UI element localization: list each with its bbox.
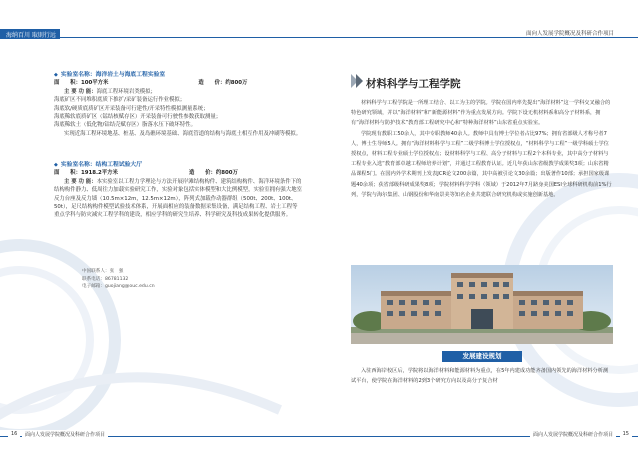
lab-1-func-text: 海底工程环境岩类模拟； — [96, 88, 156, 95]
contact-email: 电子邮箱：guojiang@ouc.edu.cn — [82, 284, 155, 289]
lab-1 — [54, 71, 302, 138]
contact-name: 中国联系人：张 强 — [82, 269, 124, 274]
section-para-2: 学院现有教职工50余人，其中专职教师40余人。教师中具有博士学位者占比97%；拥有省部级人才称号者7人，博士生导师5人。拥有“海洋材料科学与工程”二级学科博士学位授权点，“材料科学与工程”一级学科硕士学位授权点，材料工程专业硕士学位授权点；设材料科学与工程、高分子材料与工程2个本科专业，其中高分子材料与工程专业入选“教育部卓越工程师培养计划”，并通过工程教育认证。近几年获山东省级教学成果奖3项；山东省精品课程5门。在国内外学术期刊上发表JCR论文200余篇，其中高被引论文30余篇；出版著作10部；承担国家级课题40余项；获省部级科研成果奖8项；学院材料科学学科（领域）于2012年7月跻身美国ESI全球科研机构前1%行列，学院与海尔集团、山钢股份和华南景美等知名企业共建联合研究机构或实施创新基地。 — [351, 130, 612, 198]
section-para-1: 材料科学与工程学院是一所理工结合、以工为主的学院。学院在国内率先提出“海洋材料”这一学科交叉融合的特色研究领域，并以“海洋材料”和“新能源材料”作为重点发展方向。学院下设无机材料系和高分子材料系，拥有“海洋材料与防护技术”教育部工程研究中心和“特种海洋材料”山东省重点实验室。 — [351, 100, 611, 127]
contact-phone: 联系电话：86781132 — [82, 276, 129, 282]
right-footer — [319, 431, 638, 441]
development-body — [351, 366, 613, 386]
lab-1-line-2: 海底软/硬质底质矿区开采装备可行建性/开采特性模拟测量系统； — [54, 105, 209, 112]
lab-2-area: 面 积：1918.2平方米 — [54, 170, 118, 177]
deco-wave — [0, 377, 280, 420]
lab-1-line-1: 海底矿区不同堆积底质下推扩/采矿装备运行作业模拟； — [54, 97, 186, 104]
development-plan-banner — [442, 351, 522, 362]
lab-1-line-3: 海底稀软底质矿区（锰结核赋存区）开采装备可行驶性参数获取测量； — [54, 114, 222, 121]
lab-2-func-text: 本实验室以工程力学理论与方法开展岸滩结构构件、建筑结构构件、海洋环境条件下的结构构件静力、低周往力加载实验研究工作，实验对象包括实体模型和大比例模型，实验室拥有强大地室反力台座及反力墙（10.5m×12m，12.5m×12m），阵列式加载作动器群组（500t、200t、100t、50t），足尺结构构件模型试验技术体系，开展面相应的装备数据采集设备，满足结构工程、岩土工程等重点学科与防灾减灾工程学科的建设，相应学科的研究生培养、科学研究及科技成果转化提供服务。 — [54, 178, 302, 219]
lab-1-cost: 造 价：约800万 — [198, 80, 248, 87]
section-title: 材料科学与工程学院 — [366, 78, 461, 90]
right-header-title: 面向人发展学院概况及科研合作项目 — [525, 31, 614, 37]
left-header — [0, 29, 319, 39]
lab-2-cost: 造 价：约800万 — [188, 170, 238, 177]
development-plan-label: 发展建设规划 — [462, 352, 502, 360]
lab-1-body — [54, 88, 302, 138]
lab-2-specs — [54, 169, 302, 177]
left-footer-text: 面向人发展学院概况及科研合作项目 — [22, 431, 108, 438]
contact-info — [82, 268, 155, 291]
lab-2-func-label: 主 要 功 能： — [64, 178, 97, 185]
left-footer — [0, 431, 319, 441]
left-header-tab — [0, 29, 60, 39]
campus-building-image — [351, 265, 613, 344]
left-decoration — [0, 90, 319, 430]
lab-2-title: ◆ 实验室名称：结构工程试验大厅 — [54, 161, 302, 169]
right-footer-page: 15 — [620, 431, 632, 437]
section-body — [351, 98, 613, 200]
lab-1-title: ◆ 实验室名称：海洋岩土与海底工程实验室 — [54, 71, 302, 79]
right-header-rule — [319, 37, 638, 38]
left-header-rule — [60, 37, 319, 38]
lab-2 — [54, 161, 302, 220]
lab-1-area: 面 积：100平方米 — [54, 80, 109, 87]
left-footer-page: 16 — [8, 431, 20, 437]
right-footer-text: 面向人发展学院概况及科研合作项目 — [530, 431, 616, 438]
lab-2-body — [54, 178, 302, 220]
right-header — [319, 29, 638, 39]
lab-1-specs — [54, 79, 302, 87]
lab-1-func-label: 主 要 功 能： — [64, 88, 97, 95]
right-page — [319, 0, 638, 451]
lab-1-line-5: 实现近海工程环境地基、桩基、及岛礁环境基础、海底管道的结构与海底土相互作用及冲刷等模拟。 — [64, 130, 302, 137]
development-para-1: 入驻西海岸校区后，学院将以海洋材料和能源材料为重点，在5年内建成功能齐备国内领先的海洋材料分析测试平台，使学院在海洋材料的2到3个研究方向以及高分子复合材 — [351, 368, 609, 385]
lab-1-line-4: 海底稀软土（低化物/钴结壳赋存区）脂落水压下破坏特性。 — [54, 122, 196, 129]
section-mark-icon — [351, 74, 363, 88]
left-header-tab-text: 海纳百川 取則行远 — [6, 32, 56, 39]
